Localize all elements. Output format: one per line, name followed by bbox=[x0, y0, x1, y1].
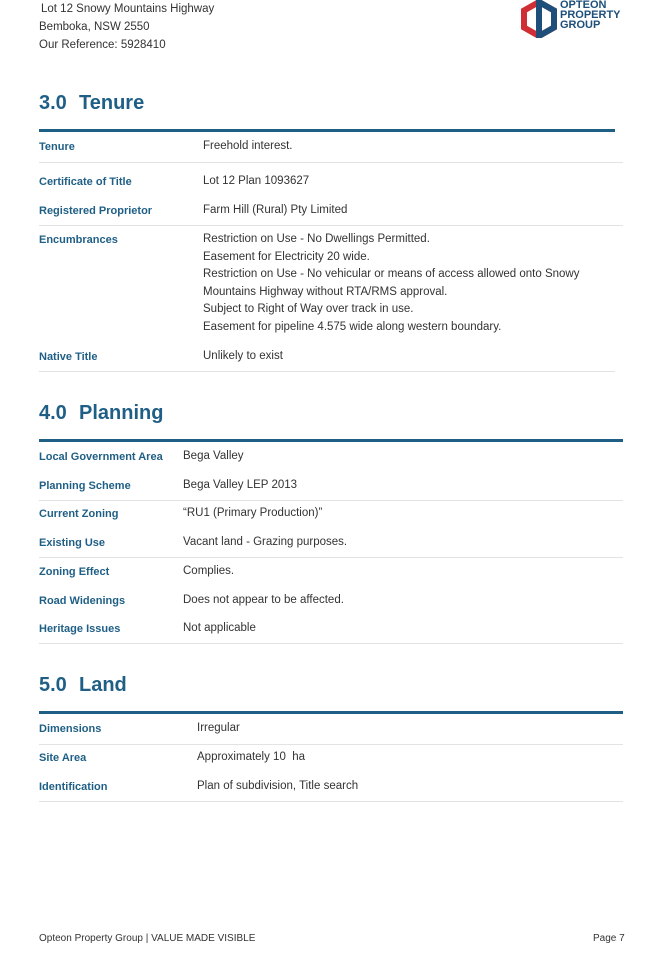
field-value: Irregular bbox=[197, 722, 240, 734]
row-divider bbox=[39, 557, 623, 558]
field-label: Planning Scheme bbox=[39, 480, 131, 492]
field-label: Identification bbox=[39, 781, 108, 793]
address-line-1: Lot 12 Snowy Mountains Highway bbox=[41, 3, 215, 15]
section-title-tenure: 3.0 Tenure bbox=[39, 92, 145, 114]
field-value: Vacant land - Grazing purposes. bbox=[183, 536, 348, 548]
field-label: Certificate of Title bbox=[39, 176, 132, 188]
field-label: Local Government Area bbox=[39, 451, 163, 463]
field-label: Road Widenings bbox=[39, 595, 126, 607]
logo-hexagon-icon bbox=[520, 0, 558, 38]
field-label: Zoning Effect bbox=[39, 566, 110, 578]
reference-number: Our Reference: 5928410 bbox=[39, 39, 166, 51]
field-value: Complies. bbox=[183, 565, 235, 577]
field-value: Unlikely to exist bbox=[203, 350, 283, 362]
field-label: Heritage Issues bbox=[39, 623, 121, 635]
logo-text: OPTEON PROPERTY GROUP bbox=[560, 0, 621, 31]
section-title-planning: 4.0 Planning bbox=[39, 402, 164, 424]
address-line-2: Bemboka, NSW 2550 bbox=[39, 21, 150, 33]
row-divider bbox=[39, 643, 623, 644]
row-divider bbox=[39, 162, 623, 163]
field-label: Tenure bbox=[39, 141, 75, 153]
field-label: Registered Proprietor bbox=[39, 205, 153, 217]
field-label: Native Title bbox=[39, 351, 98, 363]
field-value: Freehold interest. bbox=[203, 140, 293, 152]
field-value: “RU1 (Primary Production)” bbox=[183, 507, 323, 519]
field-value: Lot 12 Plan 1093627 bbox=[203, 175, 310, 187]
row-divider bbox=[39, 225, 623, 226]
field-value: Bega Valley LEP 2013 bbox=[183, 479, 298, 491]
page-number: Page 7 bbox=[593, 933, 625, 944]
field-label: Current Zoning bbox=[39, 508, 119, 520]
field-value: Plan of subdivision, Title search bbox=[197, 780, 359, 792]
field-value: Approximately 10 ha bbox=[197, 751, 306, 763]
row-divider bbox=[39, 371, 615, 372]
section-rule bbox=[39, 439, 623, 442]
field-value: Does not appear to be affected. bbox=[183, 594, 344, 606]
row-divider bbox=[39, 744, 623, 745]
section-rule bbox=[39, 711, 623, 714]
header-address bbox=[39, 0, 214, 54]
field-value: Bega Valley bbox=[183, 450, 244, 462]
field-value: Not applicable bbox=[183, 622, 256, 634]
field-label: Existing Use bbox=[39, 537, 106, 549]
encumbrances-list: Restriction on Use - No Dwellings Permitted. Easement for Electricity 20 wide. Restriction on Use - No vehicular or means of access allowed onto Snowy Mountains Highway without RTA/RMS approval. Subject to Right of Way over track in use. Easement for pipeline 4.575 wide along western boundary. bbox=[203, 233, 580, 333]
footer-company: Opteon Property Group | VALUE MADE VISIBLE bbox=[39, 933, 256, 944]
row-divider bbox=[39, 801, 623, 802]
field-value: Farm Hill (Rural) Pty Limited bbox=[203, 204, 348, 216]
row-divider bbox=[39, 500, 623, 501]
field-label: Encumbrances bbox=[39, 234, 118, 246]
field-label: Dimensions bbox=[39, 723, 102, 735]
section-rule bbox=[39, 129, 615, 132]
opteon-logo bbox=[520, 0, 630, 38]
field-label: Site Area bbox=[39, 752, 87, 764]
section-title-land: 5.0 Land bbox=[39, 674, 127, 696]
